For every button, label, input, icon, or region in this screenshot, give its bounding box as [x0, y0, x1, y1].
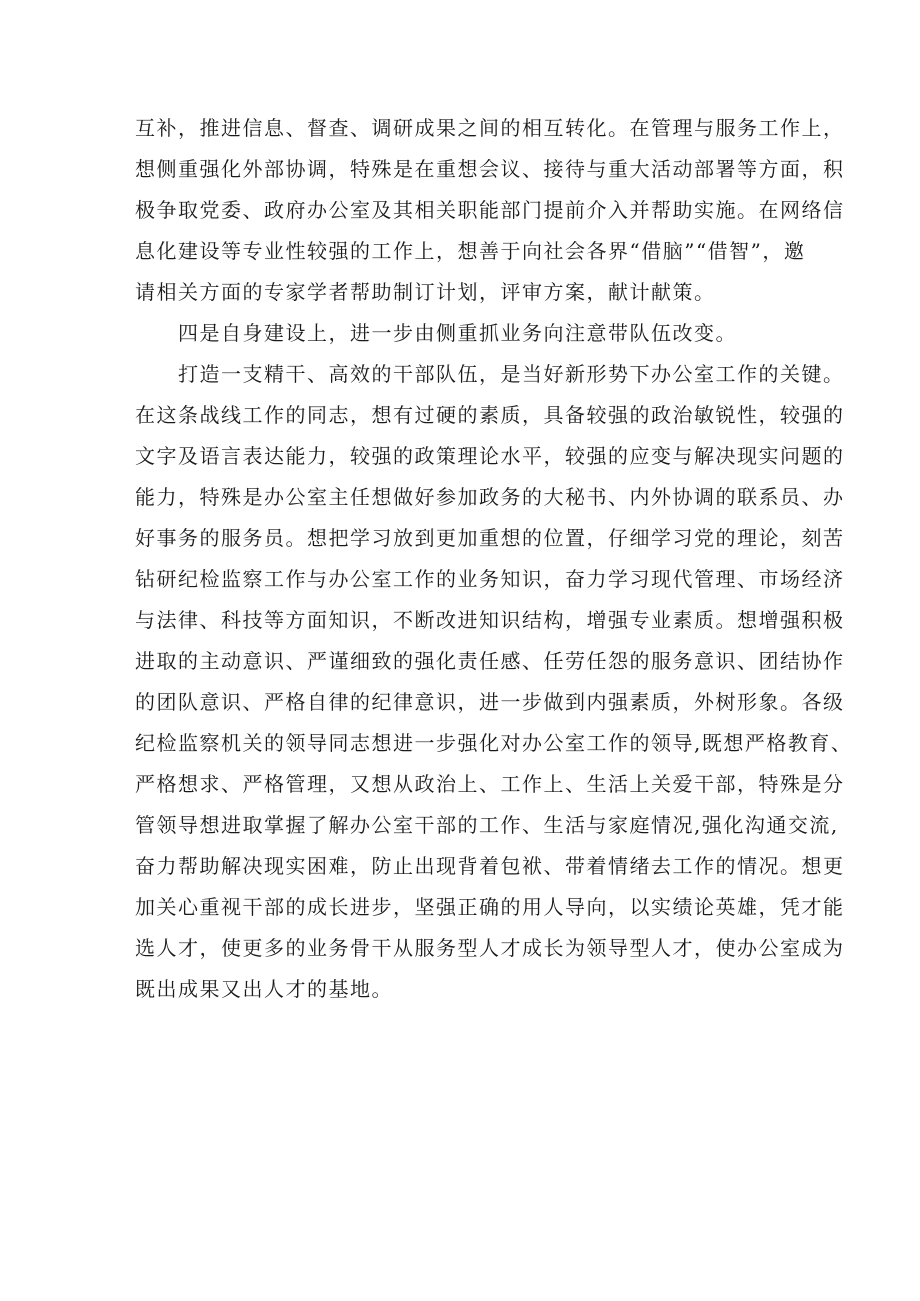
text-line: 与法律、科技等方面知识，不断改进知识结构，增强专业素质。想增强积极: [135, 608, 845, 632]
text-line: 纪检监察机关的领导同志想进一步强化对办公室工作的领导,既想严格教育、: [135, 731, 853, 755]
text-line: 进取的主动意识、严谨细致的强化责任感、任劳任怨的服务意识、团结协作: [135, 649, 845, 673]
text-line: 互补，推进信息、督查、调研成果之间的相互转化。在管理与服务工作上，: [135, 116, 845, 140]
text-line: 文字及语言表达能力，较强的政策理论水平，较强的应变与解决现实问题的: [135, 444, 845, 468]
section-heading-line: 四是自身建设上，进一步由侧重抓业务向注意带队伍改变。: [178, 321, 737, 345]
text-line: 钻研纪检监察工作与办公室工作的业务知识，奋力学习现代管理、市场经济: [135, 567, 845, 591]
text-line: 极争取党委、政府办公室及其相关职能部门提前介入并帮助实施。在网络信: [135, 198, 845, 222]
text-line: 息化建设等专业性较强的工作上，想善于向社会各界“借脑”“借智”，邀: [135, 239, 806, 263]
text-line: 管领导想进取掌握了解办公室干部的工作、生活与家庭情况,强化沟通交流,: [135, 813, 839, 837]
text-line: 选人才，使更多的业务骨干从服务型人才成长为领导型人才，使办公室成为: [135, 936, 845, 960]
paragraph-2: [135, 313, 795, 354]
text-line: 打造一支精干、高效的干部队伍，是当好新形势下办公室工作的关键。: [178, 362, 845, 386]
paragraph-3: [135, 354, 853, 1010]
text-line: 既出成果又出人才的基地。: [135, 977, 393, 1001]
text-line: 能力，特殊是办公室主任想做好参加政务的大秘书、内外协调的联系员、办: [135, 485, 845, 509]
text-line: 奋力帮助解决现实困难，防止出现背着包袱、带着情绪去工作的情况。想更: [135, 854, 845, 878]
text-line: 的团队意识、严格自律的纪律意识，进一步做到内强素质，外树形象。各级: [135, 690, 845, 714]
body-text: [135, 108, 853, 1010]
text-line: 在这条战线工作的同志，想有过硬的素质，具备较强的政治敏锐性，较强的: [135, 403, 845, 427]
text-line: 严格想求、严格管理，又想从政治上、工作上、生活上关爱干部，特殊是分: [135, 772, 845, 796]
text-line: 加关心重视干部的成长进步，坚强正确的用人导向，以实绩论英雄，凭才能: [135, 895, 845, 919]
text-line: 想侧重强化外部协调，特殊是在重想会议、接待与重大活动部署等方面，积: [135, 157, 845, 181]
text-line: 好事务的服务员。想把学习放到更加重想的位置，仔细学习党的理论，刻苦: [135, 526, 845, 550]
text-line: 请相关方面的专家学者帮助制订计划，评审方案，献计献策。: [135, 280, 716, 304]
paragraph-1: [135, 108, 845, 313]
